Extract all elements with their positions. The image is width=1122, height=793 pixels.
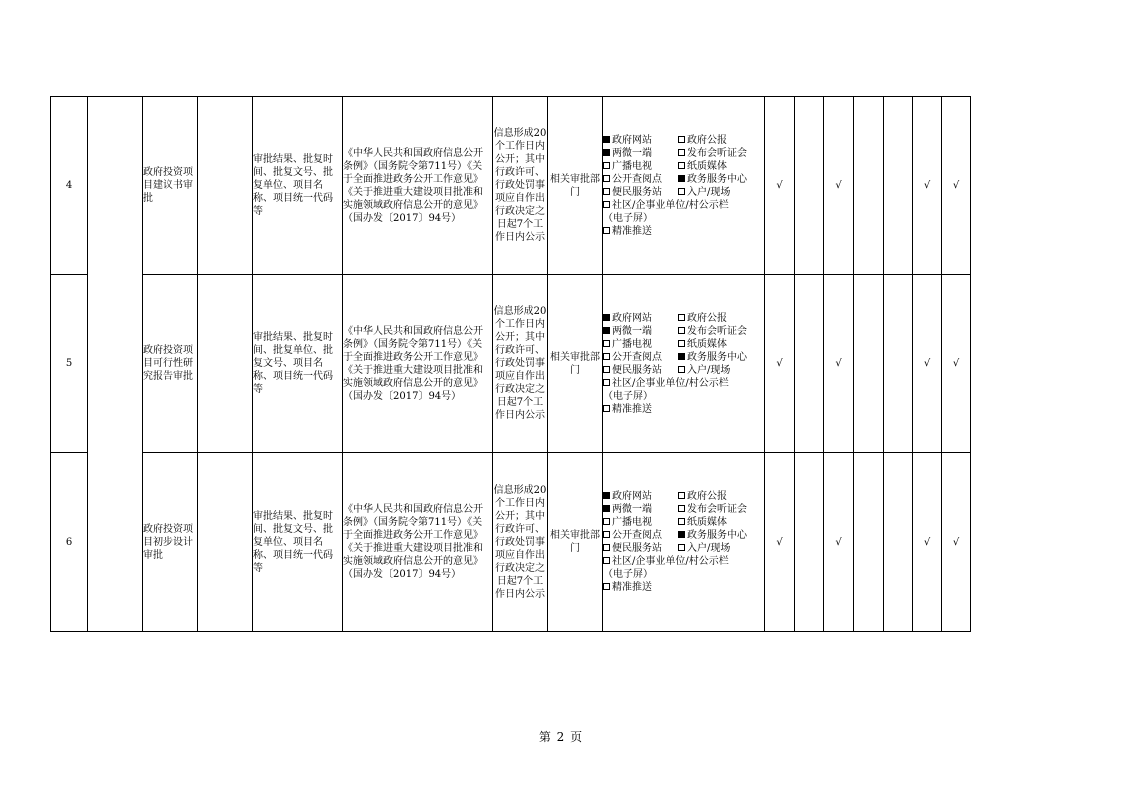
channel-label: 入户/现场 bbox=[687, 543, 731, 554]
unchecked-box-icon bbox=[603, 405, 610, 412]
channel-label: 广播电视 bbox=[612, 517, 652, 528]
unchecked-box-icon bbox=[678, 162, 685, 169]
channel-label: （电子屏） bbox=[603, 212, 653, 224]
channel-label: 政务服务中心 bbox=[687, 173, 747, 185]
channel-label: 社区/企事业单位/村公示栏 bbox=[612, 556, 729, 567]
unchecked-box-icon bbox=[603, 366, 610, 373]
channel-label: 公开查阅点 bbox=[612, 351, 662, 363]
flag-cell: √ bbox=[824, 453, 854, 632]
flag-cell: √ bbox=[824, 275, 854, 453]
unchecked-box-icon bbox=[603, 544, 610, 551]
unchecked-box-icon bbox=[603, 340, 610, 347]
unchecked-box-icon bbox=[678, 366, 685, 373]
channel-label: 纸质媒体 bbox=[687, 517, 727, 528]
checked-box-icon bbox=[603, 149, 610, 156]
table-row bbox=[51, 275, 971, 453]
unchecked-box-icon bbox=[603, 379, 610, 386]
row-number: 4 bbox=[51, 97, 88, 275]
channel-label: 两微一端 bbox=[612, 147, 652, 159]
page-number: 第 2 页 bbox=[538, 730, 584, 744]
flag-cell: √ bbox=[913, 275, 942, 453]
checked-box-icon bbox=[603, 505, 610, 512]
disclosure-channels bbox=[603, 453, 765, 632]
unchecked-box-icon bbox=[603, 201, 610, 208]
flag-cell bbox=[795, 453, 824, 632]
unchecked-box-icon bbox=[678, 518, 685, 525]
channel-label: 公开查阅点 bbox=[612, 173, 662, 185]
flag-cell bbox=[854, 97, 884, 275]
channel-label: 两微一端 bbox=[612, 325, 652, 337]
flag-cell bbox=[795, 97, 824, 275]
sub-item-cell bbox=[198, 275, 253, 453]
flag-cell: √ bbox=[765, 453, 795, 632]
checked-box-icon bbox=[678, 353, 685, 360]
item-name: 政府投资项目建议书审批 bbox=[143, 97, 198, 275]
checked-box-icon bbox=[678, 531, 685, 538]
unchecked-box-icon bbox=[678, 327, 685, 334]
checked-box-icon bbox=[603, 314, 610, 321]
flag-cell bbox=[884, 453, 913, 632]
flag-cell: √ bbox=[942, 453, 971, 632]
channel-label: 发布会听证会 bbox=[687, 504, 747, 515]
disclosure-channels bbox=[603, 275, 765, 453]
channel-label: 政府网站 bbox=[612, 134, 652, 146]
unchecked-box-icon bbox=[603, 188, 610, 195]
disclosure-subject: 相关审批部门 bbox=[548, 97, 603, 275]
unchecked-box-icon bbox=[678, 505, 685, 512]
checked-box-icon bbox=[603, 492, 610, 499]
unchecked-box-icon bbox=[603, 557, 610, 564]
flag-cell: √ bbox=[942, 97, 971, 275]
unchecked-box-icon bbox=[603, 583, 610, 590]
sub-item-cell bbox=[198, 453, 253, 632]
unchecked-box-icon bbox=[678, 314, 685, 321]
flag-cell: √ bbox=[765, 97, 795, 275]
item-name: 政府投资项目可行性研究报告审批 bbox=[143, 275, 198, 453]
unchecked-box-icon bbox=[678, 188, 685, 195]
flag-cell bbox=[854, 275, 884, 453]
disclosure-channels bbox=[603, 97, 765, 275]
channel-label: 精准推送 bbox=[612, 225, 652, 237]
channel-label: 政府公报 bbox=[687, 491, 727, 502]
channel-label: 入户/现场 bbox=[687, 364, 731, 376]
unchecked-box-icon bbox=[603, 353, 610, 360]
table-row bbox=[51, 453, 971, 632]
channel-label: 广播电视 bbox=[612, 160, 652, 172]
channel-label: 便民服务站 bbox=[612, 186, 662, 198]
flag-cell: √ bbox=[913, 97, 942, 275]
flag-cell: √ bbox=[942, 275, 971, 453]
table-row bbox=[51, 97, 971, 275]
disclosure-subject: 相关审批部门 bbox=[548, 275, 603, 453]
channel-label: 政府公报 bbox=[687, 134, 727, 146]
channel-label: 入户/现场 bbox=[687, 186, 731, 198]
channel-label: 精准推送 bbox=[612, 582, 652, 593]
channel-label: 公开查阅点 bbox=[612, 530, 662, 541]
unchecked-box-icon bbox=[678, 544, 685, 551]
flag-cell: √ bbox=[765, 275, 795, 453]
channel-label: 便民服务站 bbox=[612, 543, 662, 554]
channel-label: 政府公报 bbox=[687, 312, 727, 324]
disclosure-content: 审批结果、批复时间、批复单位、批复文号、项目名称、项目统一代码等 bbox=[253, 275, 343, 453]
channel-label: 政府网站 bbox=[612, 491, 652, 502]
channel-label: （电子屏） bbox=[603, 569, 653, 580]
row-number: 5 bbox=[51, 275, 88, 453]
disclosure-table bbox=[50, 96, 971, 632]
disclosure-subject: 相关审批部门 bbox=[548, 453, 603, 632]
channel-label: 发布会听证会 bbox=[687, 325, 747, 337]
channel-label: 发布会听证会 bbox=[687, 147, 747, 159]
unchecked-box-icon bbox=[603, 518, 610, 525]
flag-cell: √ bbox=[824, 97, 854, 275]
unchecked-box-icon bbox=[678, 149, 685, 156]
flag-cell bbox=[884, 97, 913, 275]
channel-label: 广播电视 bbox=[612, 338, 652, 350]
unchecked-box-icon bbox=[603, 531, 610, 538]
channel-label: （电子屏） bbox=[603, 390, 653, 402]
channel-label: 社区/企事业单位/村公示栏 bbox=[612, 199, 729, 211]
channel-label: 纸质媒体 bbox=[687, 160, 727, 172]
disclosure-content: 审批结果、批复时间、批复文号、批复单位、项目名称、项目统一代码等 bbox=[253, 97, 343, 275]
unchecked-box-icon bbox=[678, 136, 685, 143]
time-limit: 信息形成20个工作日内公开；其中行政许可、行政处罚事项应自作出行政决定之日起7个工作日内公示 bbox=[493, 97, 548, 275]
channel-label: 政务服务中心 bbox=[687, 351, 747, 363]
channel-label: 两微一端 bbox=[612, 504, 652, 515]
time-limit: 信息形成20个工作日内公开；其中行政许可、行政处罚事项应自作出行政决定之日起7个工作日内公示 bbox=[493, 275, 548, 453]
disclosure-basis: 《中华人民共和国政府信息公开条例》（国务院令第711号）《关于全面推进政务公开工作意见》《关于推进重大建设项目批准和实施领域政府信息公开的意见》（国办发〔2017〕94号） bbox=[343, 275, 493, 453]
checked-box-icon bbox=[603, 136, 610, 143]
channel-label: 精准推送 bbox=[612, 403, 652, 415]
disclosure-content: 审批结果、批复时间、批复文号、批复单位、项目名称、项目统一代码等 bbox=[253, 453, 343, 632]
unchecked-box-icon bbox=[678, 492, 685, 499]
item-name: 政府投资项目初步设计审批 bbox=[143, 453, 198, 632]
checked-box-icon bbox=[678, 175, 685, 182]
channel-label: 社区/企事业单位/村公示栏 bbox=[612, 377, 729, 389]
row-number: 6 bbox=[51, 453, 88, 632]
disclosure-basis: 《中华人民共和国政府信息公开条例》（国务院令第711号）《关于全面推进政务公开工作意见》《关于推进重大建设项目批准和实施领域政府信息公开的意见》（国办发〔2017〕94号） bbox=[343, 97, 493, 275]
flag-cell: √ bbox=[913, 453, 942, 632]
channel-label: 政府网站 bbox=[612, 312, 652, 324]
checked-box-icon bbox=[603, 327, 610, 334]
channel-label: 政务服务中心 bbox=[687, 530, 747, 541]
unchecked-box-icon bbox=[603, 175, 610, 182]
unchecked-box-icon bbox=[603, 227, 610, 234]
channel-label: 纸质媒体 bbox=[687, 338, 727, 350]
unchecked-box-icon bbox=[678, 340, 685, 347]
unchecked-box-icon bbox=[603, 162, 610, 169]
flag-cell bbox=[795, 275, 824, 453]
category-cell bbox=[88, 97, 143, 632]
flag-cell bbox=[884, 275, 913, 453]
time-limit: 信息形成20个工作日内公开；其中行政许可、行政处罚事项应自作出行政决定之日起7个工作日内公示 bbox=[493, 453, 548, 632]
sub-item-cell bbox=[198, 97, 253, 275]
disclosure-basis: 《中华人民共和国政府信息公开条例》（国务院令第711号）《关于全面推进政务公开工作意见》《关于推进重大建设项目批准和实施领域政府信息公开的意见》（国办发〔2017〕94号） bbox=[343, 453, 493, 632]
channel-label: 便民服务站 bbox=[612, 364, 662, 376]
flag-cell bbox=[854, 453, 884, 632]
